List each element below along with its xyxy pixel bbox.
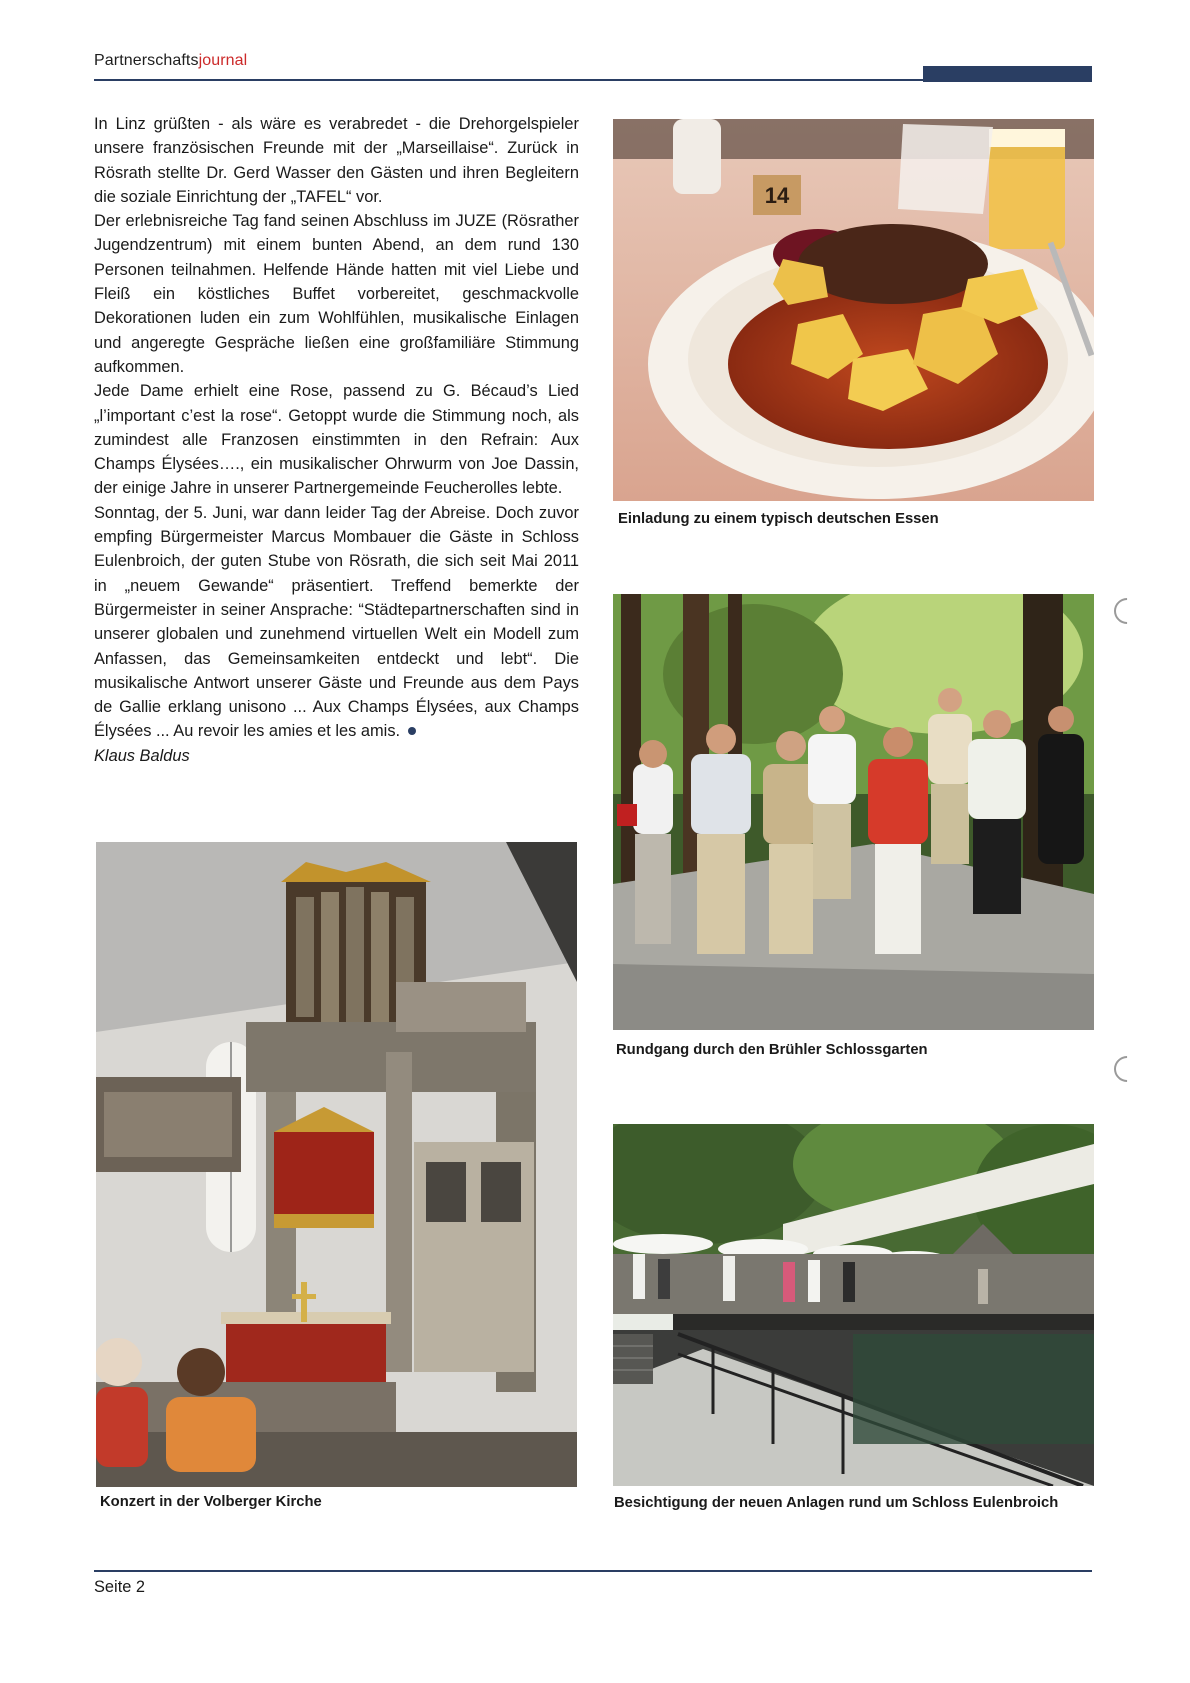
page-number: Seite 2 (94, 1578, 146, 1596)
journal-title-part2: journal (198, 52, 248, 69)
castle-photo (613, 1124, 1094, 1486)
article-paragraph: Der erlebnisreiche Tag fand seinen Abschluss im JUZE (Rösrather Jugendzentrum) mit einem bunten Abend, an dem rund 130 Personen teilnahmen. Helfende Hände hatten mit viel Liebe und Fleiß ein köstliches Buffet vorbereitet, geschmackvolle Dekorationen luden ein zum Wohlfühlen, musikalische Einlagen und angeregte Gespräche ließen eine großfamiliäre Stimmung aufkommen. (94, 212, 579, 376)
article-paragraph: In Linz grüßten - als wäre es verabredet - die Drehorgelspieler unsere französischen Freunde mit der „Marseillaise“. Zurück in Rösrath stellte Dr. Gerd Wasser den Gästen und ihren Begleitern die soziale Einrichtung der „TAFEL“ vor. (94, 115, 579, 206)
punch-hole-mark (1109, 593, 1146, 630)
table-number-card: 14 (764, 183, 790, 208)
article-author: Klaus Baldus (94, 746, 190, 765)
article-paragraph (94, 501, 579, 744)
footer-rule (94, 1570, 1092, 1572)
church-photo (96, 842, 577, 1487)
castle-photo-caption: Besichtigung der neuen Anlagen rund um Schloss Eulenbroich (614, 1495, 1059, 1511)
article-paragraph-text: Sonntag, der 5. Juni, war dann leider Tag der Abreise. Doch zuvor empfing Bürgermeister Marcus Mombauer die Gäste in Schloss Eulenbroich, der guten Stube von Rösrath, die sich seit Mai 2011 in „neuem Gewande“ präsentiert. Treffend bemerkte der Bürgermeister in seiner Ansprache: “Städtepartnerschaften sind in unserer globalen und zunehmend virtuellen Welt ein Modell zum Anfassen, das Gemeinsamkeiten entdeckt und lebt“. Die musikalische Antwort unserer Gäste und Freunde aus dem Pays de Gallie erklang unisono ... Aux Champs Élysées, aux Champs Élysées ... Au revoir les amies et les amis. (94, 503, 579, 741)
food-photo-caption: Einladung zu einem typisch deutschen Essen (618, 511, 939, 527)
church-photo-caption: Konzert in der Volberger Kirche (100, 1494, 322, 1510)
food-photo (613, 119, 1094, 501)
garden-photo-caption: Rundgang durch den Brühler Schlossgarten (616, 1042, 928, 1058)
journal-title-part1: Partnerschafts (94, 52, 199, 69)
article-body (94, 112, 579, 768)
punch-hole-mark (1109, 1051, 1146, 1088)
article-paragraph: Jede Dame erhielt eine Rose, passend zu G. Bécaud’s Lied „l’important c’est la rose“. Getoppt wurde die Stimmung noch, als zumindest alle Franzosen einstimmten in den Refrain: Aux Champs Élysées…., ein musikalischer Ohrwurm von Joe Dassin, der einige Jahre in unserer Partnergemeinde Feucherolles lebte. (94, 382, 579, 498)
garden-photo (613, 594, 1094, 1030)
journal-title (94, 52, 247, 70)
header-rule (94, 79, 1092, 81)
end-of-article-dot (408, 727, 416, 735)
